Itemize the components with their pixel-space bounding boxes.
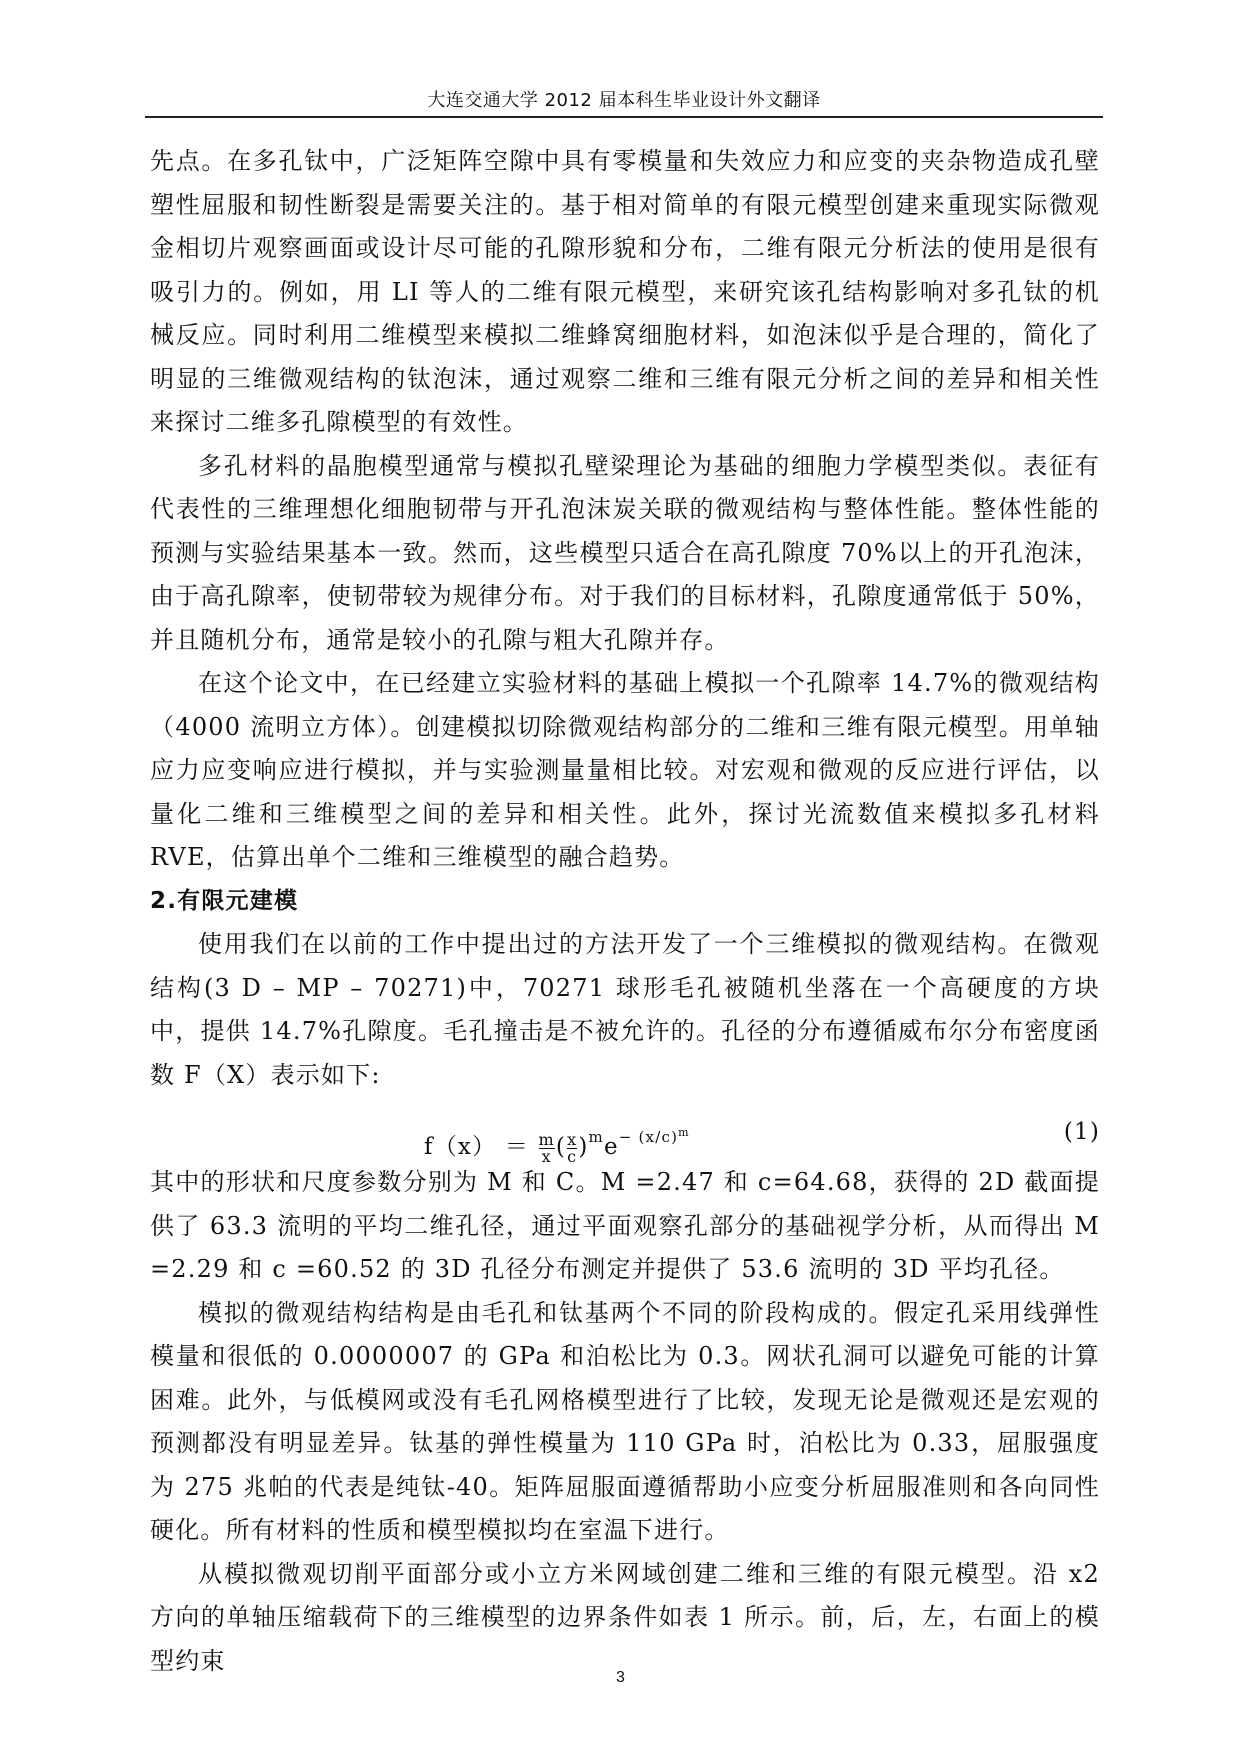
page-number: 3 [616,1669,625,1686]
close-paren: ) [578,1134,589,1160]
exponent-m: m [588,1128,604,1146]
paragraph-4: 使用我们在以前的工作中提出过的方法开发了一个三维模拟的微观结构。在微观结构(3 D – MP – 70271)中，70271 球形毛孔被随机坐落在一个高硬度的方块中，提供 14.7%孔隙度。毛孔撞击是不被允许的。孔径的分布遵循威布尔分布密度函数 F（X）表示如下: [150,930,1100,1089]
paragraph-5: 其中的形状和尺度参数分别为 M 和 C。M =2.47 和 c=64.68，获得的 2D 截面提供了 63.3 流明的平均二维孔径，通过平面观察孔部分的基础视学分析，从而得出 M =2.29 和 c =60.52 的 3D 孔径分布测定并提供了 53.6 流明的 3D 平均孔径。 [150,1168,1100,1283]
paragraph-1: 先点。在多孔钛中，广泛矩阵空隙中具有零模量和失效应力和应变的夹杂物造成孔壁塑性屈服和韧性断裂是需要关注的。基于相对简单的有限元模型创建来重现实际微观金相切片观察画面或设计尽可能的孔隙形貌和分布，二维有限元分析法的使用是很有吸引力的。例如，用 LI 等人的二维有限元模型，来研究该孔结构影响对多孔钛的机械反应。同时利用二维模型来模拟二维蜂窝细胞材料，如泡沫似乎是合理的，简化了明显的三维微观结构的钛泡沫，通过观察二维和三维有限元分析之间的差异和相关性来探讨二维多孔隙模型的有效性。 [150,147,1100,436]
open-paren: ( [555,1134,567,1160]
exponent-e-body: − (x/c) [618,1128,679,1146]
fraction-x-over-c [567,1129,578,1166]
fraction-numerator: x [567,1129,578,1149]
paragraph-2: 多孔材料的晶胞模型通常与模拟孔壁梁理论为基础的细胞力学模型类似。表征有代表性的三维理想化细胞韧带与开孔泡沫炭关联的微观结构与整体性能。整体性能的预测与实验结果基本一致。然而，这些模型只适合在高孔隙度 70%以上的开孔泡沫，由于高孔隙率，使韧带较为规律分布。对于我们的目标材料，孔隙度通常低于 50%，并且随机分布，通常是较小的孔隙与粗大孔隙并存。 [150,451,1100,654]
paragraph-6: 模拟的微观结构结构是由毛孔和钛基两个不同的阶段构成的。假定孔采用线弹性模量和很低的 0.0000007 的 GPa 和泊松比为 0.3。网状孔洞可以避免可能的计算困难。此外，与低模网或没有毛孔网格模型进行了比较，发现无论是微观还是宏观的预测都没有明显差异。钛基的弹性模量为 110 GPa 时，泊松比为 0.33，屈服强度为 275 兆帕的代表是纯钛-40。矩阵屈服面遵循帮助小应变分析屈服准则和各向同性硬化。所有材料的性质和模型模拟均在室温下进行。 [150,1298,1100,1544]
equation-number: (1) [1063,1119,1100,1145]
weibull-equation [150,1099,1100,1166]
fraction-m-over-x [538,1129,555,1166]
fraction-numerator: m [538,1129,555,1149]
section-heading: 2.有限元建模 [150,887,299,914]
fraction-denominator: x [539,1148,555,1165]
exponent-e [619,1128,690,1146]
paragraph-7: 从模拟微观切削平面部分或小立方米网域创建二维和三维的有限元模型。沿 x2 方向的单轴压缩载荷下的三维模型的边界条件如表 1 所示。前，后，左，右面上的模型约束 [150,1559,1100,1675]
fraction-denominator: c [567,1146,578,1166]
exponent-e-power: m [678,1126,690,1139]
document-body [150,140,1100,1683]
paragraph-3: 在这个论文中，在已经建立实验材料的基础上模拟一个孔隙率 14.7%的微观结构（4000 流明立方体）。创建模拟切除微观结构部分的二维和三维有限元模型。用单轴应力应变响应进行模拟，并与实验测量量相比较。对宏观和微观的反应进行评估，以量化二维和三维模型之间的差异和相关性。此外，探讨光流数值来模拟多孔材料 RVE，估算出单个二维和三维模型的融合趋势。 [150,669,1100,871]
header-rule [145,116,1103,118]
equation-lhs: f（x） [424,1134,497,1160]
page-header: 大连交通大学 2012 届本科生毕业设计外文翻译 [427,90,821,111]
equation-equals: ＝ [504,1134,530,1160]
euler-e: e [603,1134,619,1160]
equation-body [424,1111,690,1170]
